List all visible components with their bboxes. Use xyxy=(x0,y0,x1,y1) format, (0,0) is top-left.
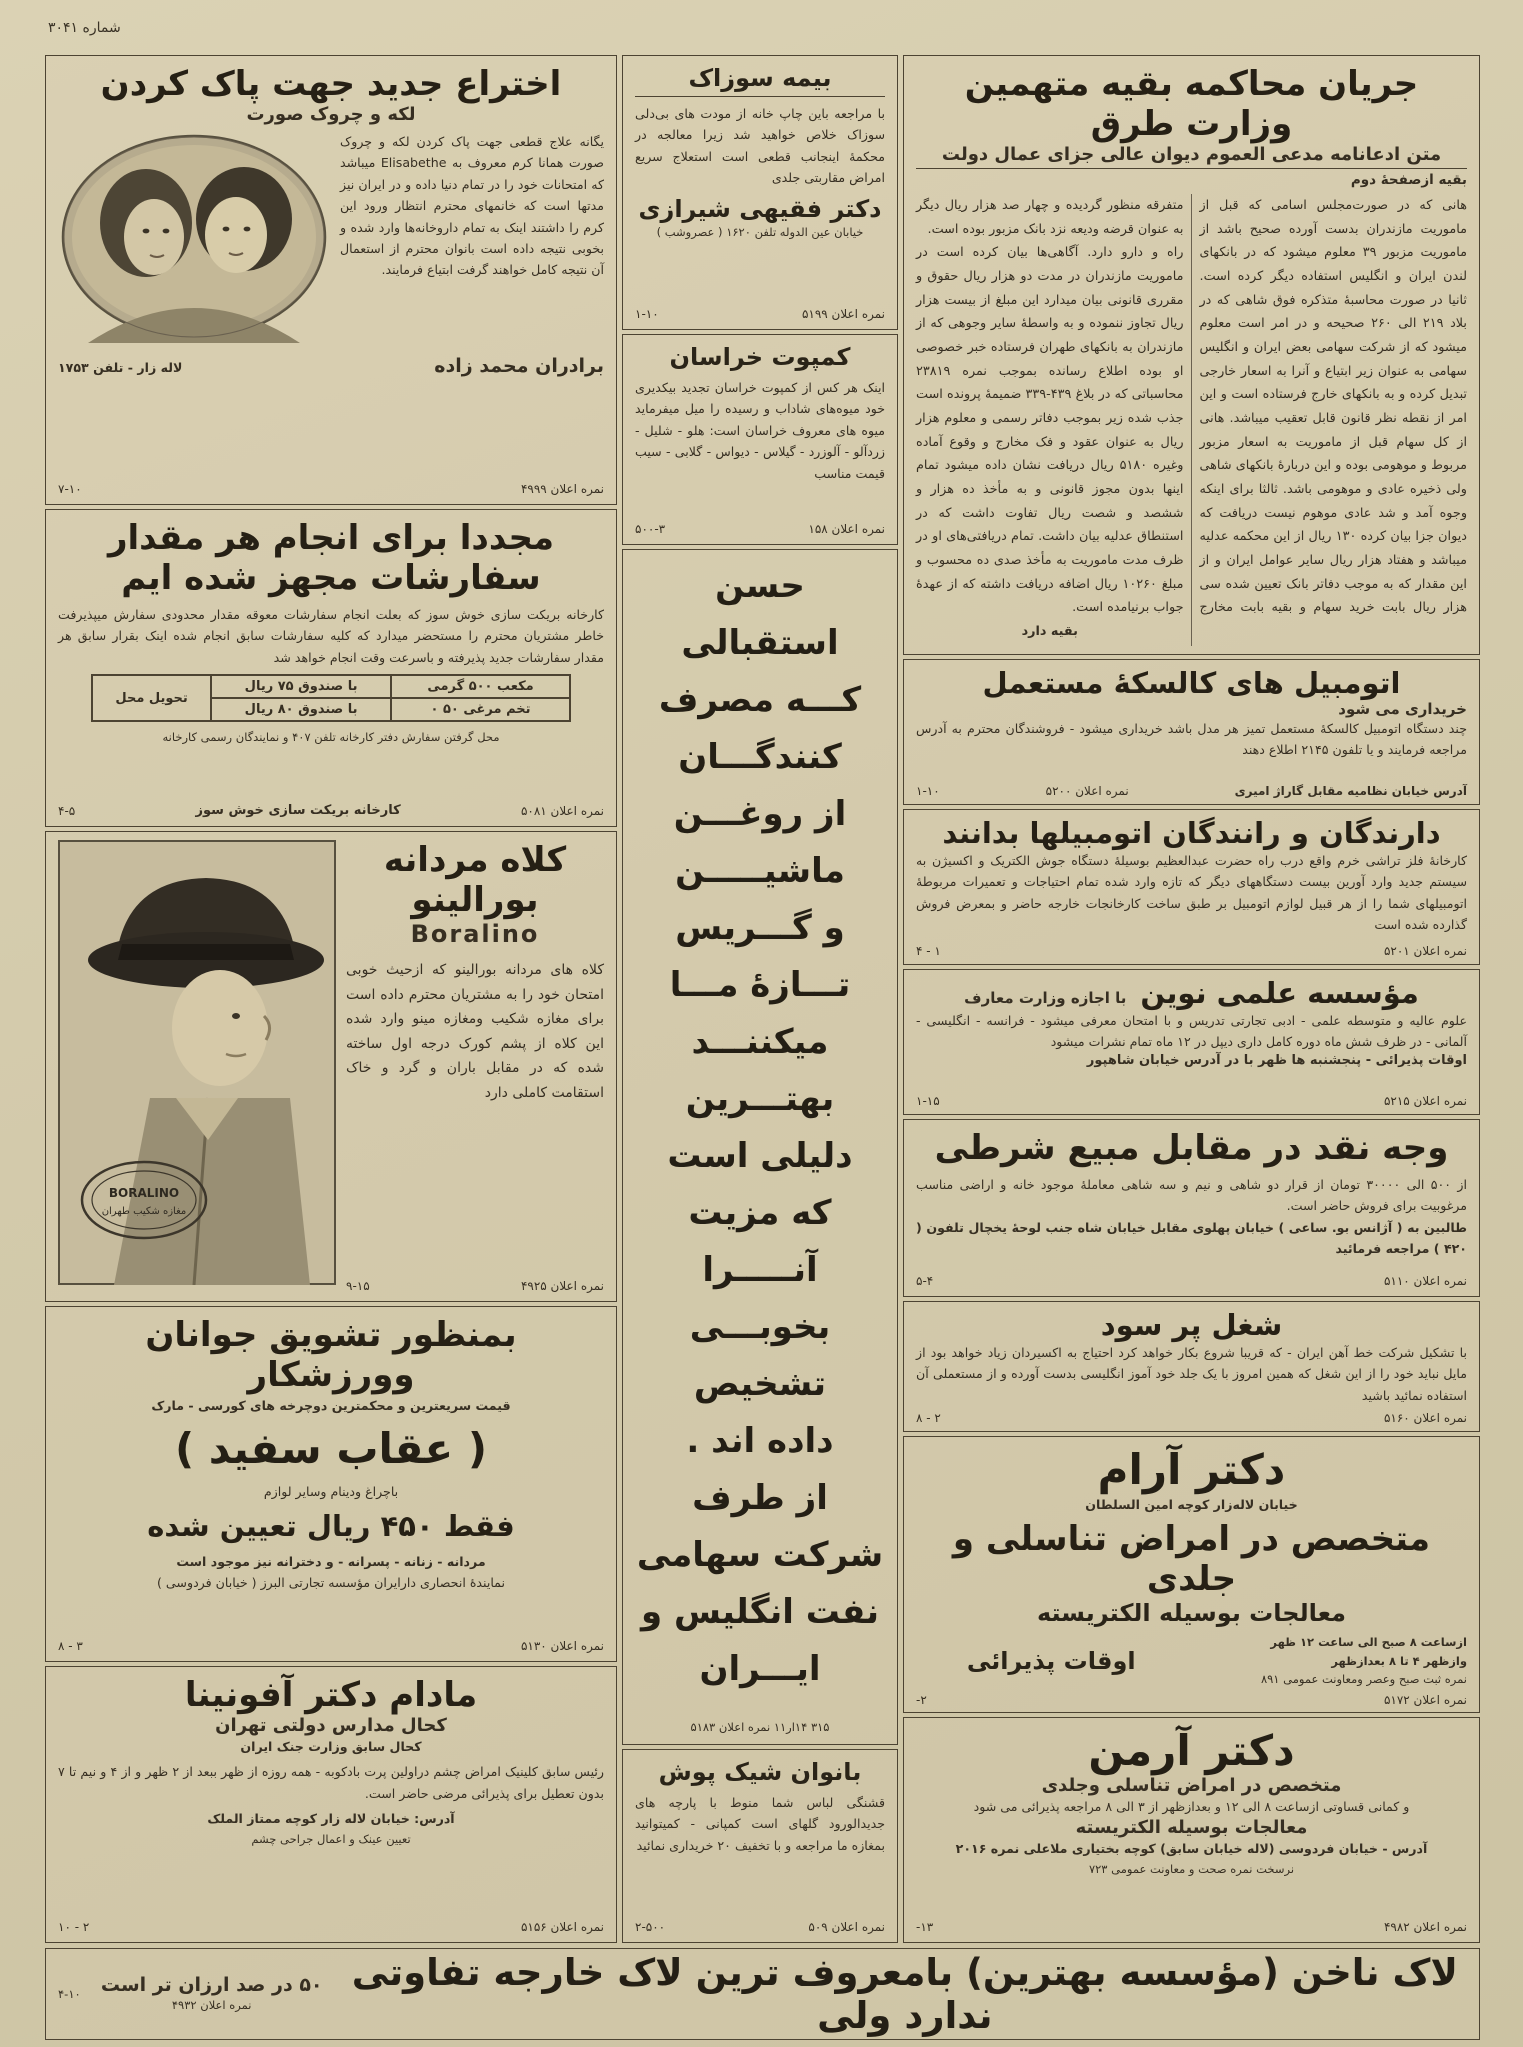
bicycle-headline: بمنظور تشویق جوانان وورزشکار xyxy=(145,1315,517,1395)
ad-school xyxy=(903,969,1480,1115)
dr-aram-electro: معالجات بوسیله الکتریسته xyxy=(1036,1599,1347,1628)
job-body: با تشکیل شرکت خط آهن ایران - که قریبا شروع بکار خواهد کرد احتیاج به اکسیردان زیاد خواهد بود از مایل نباید خود را از این شغل که همین امروز با یک جلد خود آموز انگلیسی بدست آورده و از مستعملی آن استفاده نمائید باشید xyxy=(916,1345,1467,1403)
ad-ladies-fashion xyxy=(622,1749,898,1943)
invention-count: ۷-۱۰ xyxy=(58,482,82,496)
dr-aram-specialty: متخصص در امراض تناسلی و جلدی xyxy=(952,1519,1431,1600)
ad-briquette xyxy=(45,509,617,827)
insurance-headline: بیمه سوزاک xyxy=(635,64,885,97)
oil-line: که مزیت xyxy=(688,1193,832,1233)
dr-aram-headline: دکتر آرام xyxy=(1097,1445,1286,1494)
bicycle-line-2: باچراغ ودینام وسایر لوازم xyxy=(263,1484,399,1500)
price-cell-delivery: تحویل محل xyxy=(92,675,212,721)
price-cell: مکعب ۵۰۰ گرمی xyxy=(391,675,570,698)
cash-headline: وجه نقد در مقابل مبیع شرطی xyxy=(934,1128,1449,1168)
bicycle-line-4: نمایندهٔ انحصاری دارایران مؤسسه تجارتی البرز ( خیابان فردوسی ) xyxy=(157,1575,505,1591)
school-license: با اجازه وزارت معارف xyxy=(964,989,1127,1007)
cash-body2: طالبین به ( آژانس بو. ساعی ) خیابان پهلوی مقابل خیابان شاه جنب لوحهٔ یخچال تلفون ( ۴۲۰ ) مراجعه فرمائید xyxy=(916,1219,1467,1257)
briquette-price-table xyxy=(91,674,571,722)
hat-stamp-subtext: مغازه شکیب طهران xyxy=(101,1206,187,1217)
briquette-body: کارخانه بریکت سازی خوش سوز که بعلت انجام سفارشات معوقه مقدار محدودی سفارش میپذیرفت خاطر مشتریان محترم را مستحضر میدارد که کلیه سفارشات سابق انجام شده اینک بقرار سابق هر مقدار سفارشات جدید پذیرفته و باسرعت وقت انجام خواهد شد xyxy=(58,607,604,665)
school-ad-number: نمره اعلان ۵۲۱۵ xyxy=(1383,1094,1467,1108)
drivers-headline: دارندگان و رانندگان اتومبیلها بدانند xyxy=(942,816,1441,850)
hat-headline-2: بورالینو xyxy=(411,880,539,920)
ad-insurance xyxy=(622,55,898,330)
compote-ad-number: نمره اعلان ۱۵۸ xyxy=(808,522,885,536)
job-count: ۲ - ۸ xyxy=(916,1411,941,1425)
oil-line: کنندگـــان xyxy=(678,737,842,777)
hat-headline-1: کلاه مردانه xyxy=(383,840,567,880)
oil-ad-number: ۳۱۵ ۱۴ار۱۱ نمره اعلان ۵۱۸۳ xyxy=(690,1719,830,1734)
school-count: ۱-۱۵ xyxy=(916,1094,940,1108)
used-cars-count: ۱-۱۰ xyxy=(916,784,940,798)
oil-line: نفت انگلیس و xyxy=(640,1592,880,1632)
cash-body: از ۵۰۰ الی ۳۰۰۰۰ تومان از قرار دو شاهی و نیم و سه شاهی معاملهٔ موجود خانه و اراضی مناسب مرغوبیت برای فروش حاضر است. xyxy=(916,1177,1467,1214)
insurance-body: با مراجعه باین چاپ خانه از مودت های بی‌دلی سوزاک خلاص خواهید شد زیرا معالجه در محکمهٔ اینجانب قطعی است استعلاج سریع امراض مقاربتی جلدی xyxy=(635,106,885,186)
hat-latin-name: Boralino xyxy=(410,920,540,948)
price-cell: با صندوق ۸۰ ریال xyxy=(211,698,390,721)
dr-armen-count: ۱۳- xyxy=(916,1920,934,1934)
school-body: علوم عالیه و متوسطه علمی - ادبی تجارتی تدریس و با امتحان معرفی میشود - فرانسه - انگلیسی - آلمانی - در ظرف شش ماه دوره کامل داری دیپل در ۱۲ ماه تمام نشرات میشود xyxy=(916,1013,1467,1050)
invention-body: یگانه علاج قطعی جهت پاک کردن لکه و چروک صورت همانا کرم معروف به Elisabethe میباشد که امتحانات خود را در تمام دنیا داده و در ایران نیز مدتها است که خانمهای محترم انتظار ورود این کرم را داشتند اینک به تمام داروخانه‌ها وارد شده و بخوبی نتیجه داده است بانوان محترم از استعمال آن نتیجه کامل خواهند گرفت ابتیاع فرمایند. xyxy=(340,134,604,278)
madame-body: رئیس سابق کلینیک امراض چشم دراولین پرت بادکوبه - همه روزه از ظهر ببعد از ۲ ظهر و از ۴ و نیم تا ۷ بدون تعطیل برای پذیرائی مرضی حاضر است. xyxy=(58,1764,604,1801)
banner-count: ۴-۱۰ xyxy=(58,1986,81,2001)
ad-invention-cream xyxy=(45,55,617,505)
madame-line-1: کحال مدارس دولتی تهران xyxy=(215,1715,447,1736)
news-subhead: متن ادعانامه مدعی العموم دیوان عالی جزای عمال دولت xyxy=(916,144,1467,169)
dr-aram-address: خیابان لاله‌زار کوچه امین السلطان xyxy=(1085,1497,1298,1512)
invention-subhead: لکه و چروک صورت xyxy=(246,104,416,125)
school-hours: اوقات پذیرائی - پنجشنبه ها ظهر با در آدرس خیابان شاهپور xyxy=(1086,1052,1467,1068)
dr-aram-hours-2: وازظهر ۴ تا ۸ بعدازظهر xyxy=(1331,1653,1467,1668)
news-more-label: بقیه دارد xyxy=(1021,624,1078,640)
oil-line: داده اند . xyxy=(686,1421,834,1461)
oil-line: ایـــران xyxy=(699,1649,821,1689)
oil-line: از طرف xyxy=(692,1478,828,1518)
oil-line: آنـــــرا xyxy=(702,1250,818,1290)
oil-line: حسن استقبالی xyxy=(681,566,839,663)
ad-madame-doctor xyxy=(45,1666,617,1943)
dr-armen-specialty: متخصص در امراض تناسلی وجلدی xyxy=(1041,1775,1342,1796)
invention-address: لاله زار - تلفن ۱۷۵۳ xyxy=(58,360,183,375)
dr-aram-hours-label: اوقات پذیرائی xyxy=(966,1646,1136,1675)
oil-line: تـــازهٔ مـــا xyxy=(669,965,851,1005)
dr-armen-electro: معالجات بوسیله الکتریسته xyxy=(1075,1817,1308,1839)
dr-armen-headline: دکتر آرمن xyxy=(1088,1726,1295,1775)
dr-aram-count: ۲- xyxy=(916,1692,927,1707)
ad-cash-loan xyxy=(903,1119,1480,1297)
oil-line: کـــه مصرف xyxy=(658,680,862,720)
news-column-2: راه و دارو دارد. آگاهی‌ها بیان کرده است در ماموریت مازندران در مدت دو هزار ریال حقوق و مقرری قانونی بیان میدارد این مبلغ از بیست هزار ریال تجاوز ننموده و به واسطهٔ سایر وجوهی که از مازندران به بانکهای طهران فرستاده خبر خصوصی او بوده اطلاع رسانده بموجب نمره ۲۳۸۱۹ محاسباتی که در بلاغ ۴۳۹-۳۳۹ ضمیمهٔ پرونده است جذب شده زیر بموجب دفاتر رسمی و معلوم هزار ریال به عنوان عقود و فک مخارج و وقوع آماده وغیره ۵۱۸۰ ریال دریافت نشان داده میشود تمام اینها بدون مجوز قانونی و به مأخذ ده هزار و ششصد و شصت ریال تفاوت داشت که در استنطاق عدلیه بیان داشت. تمام دریافتی‌های او در ظرف مدت ماموریت به مأخذ صدی ده محسوب و مبلغ ۱۰۲۶۰ ریال اضافه دریافت داشته که از عهدهٔ جواب برنیامده است. xyxy=(916,245,1184,616)
briquette-footer-1: محل گرفتن سفارش دفتر کارخانه تلفن ۴۰۷ و نمایندگان رسمی کارخانه xyxy=(162,730,500,745)
cash-count: ۵-۴ xyxy=(916,1274,934,1288)
oil-line: بهتـــرین xyxy=(685,1079,835,1119)
dr-aram-hours-1: ازساعت ۸ صبح الی ساعت ۱۲ ظهر xyxy=(1270,1635,1467,1650)
ladies-body: قشنگی لباس شما منوط با پارچه های جدیدالورود گلهای است کمپانی - کمیتوانید بمغازه ما مراجعه و با تخفیف ۲۰ خریداری نمائید xyxy=(635,1795,885,1853)
ad-hat-boralino xyxy=(45,831,617,1302)
hat-body: کلاه های مردانه بورالینو که ازحیث خوبی امتحان خود را به مشتریان محترم داده است برای مغازه شکیب ومغازه مینو وارد شده این کلاه از پشم کورک درجه اول ساخته شده که در مقابل باران و گرد و خاک استقامت کاملی دارد xyxy=(346,962,604,1101)
oil-line: از روغـــن xyxy=(673,794,847,834)
ladies-count: ۲-۵۰۰ xyxy=(635,1920,666,1934)
ad-dr-armen xyxy=(903,1717,1480,1943)
news-continued-label: بقیه ازصفحهٔ دوم xyxy=(1350,172,1467,188)
bicycle-price: فقط ۴۵۰ ریال تعیین شده xyxy=(147,1508,515,1543)
news-headline: جریان محاکمه بقیه متهمین وزارت طرق xyxy=(964,64,1419,144)
ad-compote xyxy=(622,334,898,545)
school-headline: مؤسسه علمی نوین xyxy=(1140,976,1419,1010)
news-article xyxy=(903,55,1480,655)
madame-count: ۲ - ۱۰ xyxy=(58,1920,90,1934)
invention-headline: اختراع جدید جهت پاک کردن xyxy=(100,64,562,104)
job-headline: شغل پر سود xyxy=(1100,1308,1283,1342)
dr-armen-note: نرسخت نمره صحت و معاونت عمومی ۷۲۳ xyxy=(1088,1861,1295,1876)
insurance-ad-number: نمره اعلان ۵۱۹۹ xyxy=(801,307,885,321)
insurance-count: ۱-۱۰ xyxy=(635,307,659,321)
price-cell: تخم مرغی ۵۰ ۰ xyxy=(391,698,570,721)
two-women-photo xyxy=(58,131,330,347)
briquette-headline-1: مجددا برای انجام هر مقدار xyxy=(107,518,555,558)
briquette-ad-number: نمره اعلان ۵۰۸۱ xyxy=(520,804,604,818)
bicycle-brand-name: ( عقاب سفید ) xyxy=(174,1424,488,1474)
used-cars-ad-number: نمره اعلان ۵۲۰۰ xyxy=(1045,784,1129,798)
insurance-doctor: دکتر فقیهی شیرازی xyxy=(638,194,882,223)
madame-ad-number: نمره اعلان ۵۱۵۶ xyxy=(520,1920,604,1934)
ad-drivers xyxy=(903,809,1480,965)
dr-aram-note: نمره ثبت صبح وعصر ومعاونت عمومی ۸۹۱ xyxy=(1260,1672,1467,1687)
drivers-body: کارخانهٔ فلز تراشی خرم واقع درب راه حضرت عبدالعظیم بوسیلهٔ دستگاه جوش الکتریک و اکسیژن به سیستم جدید وارد آورین بیست دستگاههای دیگر که تازه وارد شده تمام احتیاجات و تعمیرات مربوطهٔ اتومبیلهای شما را از هر قبیل لوازم اتومبیل بر طبق ساخت کارخانجات خارجه حاضر و بمعرض فروش گذارده شده است xyxy=(916,853,1467,933)
banner-text: لاک ناخن (مؤسسه بهترین) بامعروف ترین لاک خارجه تفاوتی ندارد ولی xyxy=(351,1951,1458,2037)
bicycle-ad-number: نمره اعلان ۵۱۳۰ xyxy=(520,1639,604,1653)
ad-nail-polish-banner xyxy=(45,1948,1480,2040)
oil-line: تشخیص xyxy=(693,1364,827,1404)
insurance-address: خیابان عین الدوله تلفن ۱۶۲۰ ( عصروشب ) xyxy=(656,224,864,239)
news-body xyxy=(916,194,1467,646)
ad-dr-aram xyxy=(903,1436,1480,1713)
used-cars-sub: خریداری می شود xyxy=(1338,700,1467,718)
banner-ad-number: نمره اعلان ۴۹۳۲ xyxy=(171,1997,252,2012)
madame-address: آدرس: خیابان لاله زار کوچه ممتاز الملک xyxy=(207,1811,455,1827)
cash-ad-number: نمره اعلان ۵۱۱۰ xyxy=(1383,1274,1467,1288)
invention-ad-number: نمره اعلان ۴۹۹۹ xyxy=(520,482,604,496)
hat-ad-number: نمره اعلان ۴۹۲۵ xyxy=(520,1279,604,1293)
drivers-count: ۱ - ۴ xyxy=(916,944,941,958)
compote-body: اینک هر کس از کمپوت خراسان تجدید بیکدیری خود میوه‌های شاداب و رسیده را میل میفرماید میوه های معروف خراسان است: هلو - شلیل - زردآلو - آلوزرد - گیلاس - دیواس - گلابی - سیب قیمت مناسب xyxy=(635,380,885,481)
oil-line: بخوبـــی xyxy=(689,1307,831,1347)
dr-armen-body: و کمانی قساوتی ازساعت ۸ الی ۱۲ و بعدازظهر از ۳ الی ۸ مراجعه پذیرائی می شود xyxy=(973,1799,1410,1814)
compote-headline: کمپوت خراسان xyxy=(669,343,851,371)
oil-line: شرکت سهامی xyxy=(636,1535,884,1575)
ladies-ad-number: نمره اعلان ۵۰۹ xyxy=(808,1920,885,1934)
job-ad-number: نمره اعلان ۵۱۶۰ xyxy=(1383,1411,1467,1425)
used-cars-address: آدرس خیابان نظامیه مقابل گاراژ امیری xyxy=(1234,784,1467,798)
dr-armen-address: آدرس - خیابان فردوسی (لاله خیابان سابق) کوچه بختیاری ملاعلی نمره ۲۰۱۶ xyxy=(955,1841,1428,1857)
hat-count: ۹-۱۵ xyxy=(346,1279,370,1293)
madame-line-2: کحال سابق وزارت جنک ایران xyxy=(240,1739,422,1754)
briquette-factory-name: کارخانه بریکت سازی خوش سوز xyxy=(195,803,401,818)
issue-number: شماره ۳۰۴۱ xyxy=(48,20,121,36)
bicycle-count: ۳ - ۸ xyxy=(58,1639,83,1653)
bicycle-line-1: قیمت سریعترین و محکمترین دوچرخه های کورسی - مارک xyxy=(151,1398,511,1413)
hat-man-photo xyxy=(58,840,336,1293)
oil-line: ماشیـــــن xyxy=(675,851,845,891)
hat-stamp-text: BORALINO xyxy=(108,1186,180,1200)
used-cars-body: چند دستگاه اتومبیل کالسکهٔ مستعمل تمیز هر مدل باشد خریداری میشود - فروشندگان محترم به آدرس مراجعه فرمایند و یا تلفون ۲۱۴۵ اطلاع دهند xyxy=(916,721,1467,758)
ad-job xyxy=(903,1301,1480,1432)
drivers-ad-number: نمره اعلان ۵۲۰۱ xyxy=(1383,944,1467,958)
bicycle-line-3: مردانه - زنانه - پسرانه - و دخترانه نیز موجود است xyxy=(176,1553,486,1569)
used-cars-headline: اتومبیل های کالسکهٔ مستعمل xyxy=(982,666,1401,700)
banner-subtext: ۵۰ در صد ارزان تر است xyxy=(100,1973,323,1996)
ladies-headline: بانوان شیک پوش xyxy=(658,1758,862,1786)
dr-aram-ad-number: نمره اعلان ۵۱۷۲ xyxy=(1383,1692,1467,1707)
madame-sub: تعیین عینک و اعمال جراحی چشم xyxy=(251,1831,411,1846)
madame-headline: مادام دکتر آفونینا xyxy=(184,1675,478,1715)
invention-signature: برادران محمد زاده xyxy=(434,355,604,377)
ad-oil-company xyxy=(622,549,898,1745)
ad-bicycle xyxy=(45,1306,617,1662)
briquette-count: ۴-۵ xyxy=(58,804,76,818)
news-column-1: هانی که در صورت‌مجلس اسامی که قبل از ماموریت مازندران بدست آورده صحیح باشد از ماموریت مزبور ۳۹ معلوم میشود که در بانکهای لندن ایران و انگلیس استفاده دیگر کرده است. ثانیا در صورت محاسبهٔ متذکره فوق شاهی که در بلاد ۲۱۹ الی ۲۶۰ صحیحه و در امر است معلوم میشود که از شرکت سهامی بعض ایران و انگلیس سهامی به عنوان زیر ابتیاع و آنرا به اسعار خارجی تبدیل کرده و به بانکهای خارج فرستاده است و این امر از نقطه نظر قانون قابل تعقیب میباشد. هانی از کل سهام قبل از ماموریت به اسعار مزبور مربوط و موهومی بوده و این دربارهٔ بانکهای شاهی ولی ذخیره عادی و موهومی باشد. ثالثا برای اینکه وجوه آمد و شد عادی موهوم نیست دریافت که دیوان جزا بیان کرده ۱۳۰ ریال از این محکمه عدلیه میباشد و هفتاد هزار ریال سایر عوامل ایران و از این مقدار که به موجب دفاتر بانک تعیین شده سی هزار ریال بابت خرید سهام و بقیه بابت مخارج متفرقه منظور گردیده و چهار صد هزار ریال دیگر به عنوان قرضه ودیعه نزد بانک مزبور بوده است. xyxy=(916,198,1467,616)
oil-line: میکننـــد xyxy=(691,1022,829,1062)
ad-used-cars xyxy=(903,659,1480,805)
briquette-headline-2: سفارشات مجهز شده ایم xyxy=(121,558,541,598)
oil-line: و گـــریس xyxy=(675,908,845,948)
dr-armen-ad-number: نمره اعلان ۴۹۸۲ xyxy=(1383,1920,1467,1934)
oil-line: دلیلی است xyxy=(667,1136,853,1176)
compote-count: ۵۰۰-۳ xyxy=(635,522,666,536)
price-cell: با صندوق ۷۵ ریال xyxy=(211,675,390,698)
